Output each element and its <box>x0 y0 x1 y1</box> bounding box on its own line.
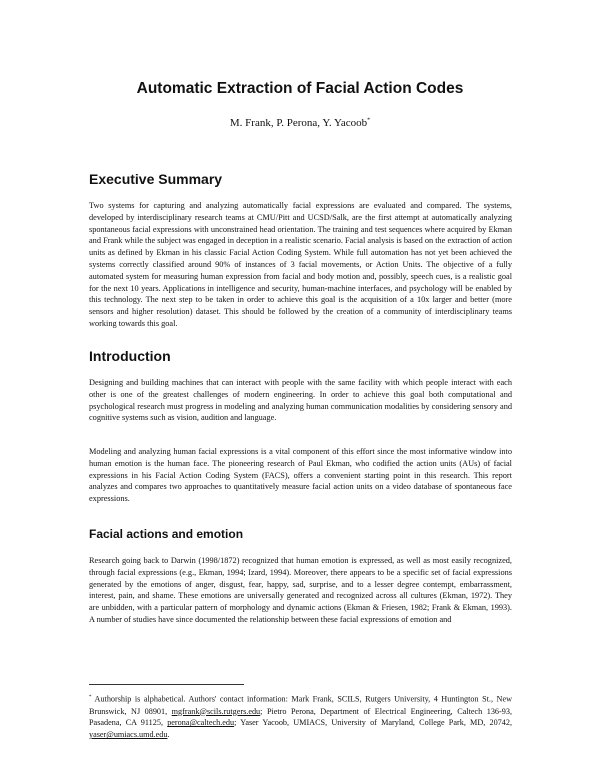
footnote-text-2: ; Pietro Perona, Department of Electrical Engineering, Caltech 136-93, Pasadena, CA 91125, <box>89 706 512 728</box>
author-line <box>0 117 600 129</box>
executive-summary-paragraph: Two systems for capturing and analyzing automatically facial expressions are evaluated and compared. The systems, developed by interdisciplinary research teams at CMU/Pitt and UCSD/Salk, are the first attempt at automatically analyzing spontaneous facial expressions with unconstrained head orientation. The training and test sequences where acquired by Ekman and Frank while the subject was engaged in deception in a realistic scenario. Facial analysis is based on the extraction of action units as defined by Ekman in his classic Facial Action Coding System. While full automation has not yet been achieved the systems correctly classified around 90% of instances of 3 facial movements, or Action Units. The objective of a fully automated system for measuring human expression from facial and body motion and, possibly, speech cues, is a realistic goal for the next 10 years. Applications in intelligence and security, human-machine interfaces, and psychology will be enabled by this technology. The next step to be taken in order to achieve this goal is the acquisition of a 10x larger and better (more sensors and higher resolution) dataset. This should be followed by the creation of a community of interdisciplinary teams working towards this goal. <box>89 201 512 328</box>
footnote <box>89 692 512 741</box>
footnote-mark: * <box>89 695 92 700</box>
email-link-perona[interactable]: perona@caltech.edu <box>167 718 235 728</box>
heading-facial-actions: Facial actions and emotion <box>89 527 244 541</box>
footnote-text-1: Authorship is alphabetical. Authors' contact information: Mark Frank, SCILS, Rutgers University, 4 Huntington St., New Brunswick, NJ 08901, <box>89 694 512 716</box>
footnote-separator <box>89 684 244 685</box>
footnote-text-4: . <box>167 730 170 740</box>
footnote-text-3: ; Yaser Yacoob, UMIACS, University of Maryland, College Park, MD, 20742, <box>234 718 512 728</box>
email-link-frank[interactable]: mgfrank@scils.rutgers.edu <box>171 706 261 716</box>
author-names: M. Frank, P. Perona, Y. Yacoob <box>229 117 368 129</box>
heading-executive-summary: Executive Summary <box>89 171 223 187</box>
email-link-yacoob[interactable]: yaser@umiacs.umd.edu <box>89 730 168 740</box>
paper-title: Automatic Extraction of Facial Action Codes <box>136 80 464 97</box>
author-footnote-mark: * <box>367 117 371 124</box>
facial-actions-paragraph: Research going back to Darwin (1998/1872) recognized that human emotion is expressed, as well as most easily recognized, through facial expressions (e.g., Ekman, 1994; Izard, 1994). Moreover, there appears to be a specific set of facial expressions generated by the emotions of anger, disgust, fear, happy, sad, surprise, and to a lesser degree contempt, embarrassment, interest, pain, and shame. These emotions are universally generated and recognized across all cultures (Ekman, 1972). They are unbidden, with a particular pattern of morphology and dynamic actions (Ekman & Friesen, 1982; Frank & Ekman, 1993). A number of studies have since documented the relationship between these facial expressions of emotion and <box>89 556 512 624</box>
introduction-paragraph-2: Modeling and analyzing human facial expressions is a vital component of this effort since the most informative window into human emotion is the human face. The pioneering research of Paul Ekman, who codified the action units (AUs) of facial expressions in his Facial Action Coding System (FACS), offers a convenient starting point in this research. This report analyzes and compares two approaches to quantitatively measure facial action units on a video database of spontaneous face expressions. <box>89 447 512 504</box>
introduction-paragraph-1: Designing and building machines that can interact with people with the same facility with which people interact with each other is one of the greatest challenges of modern engineering. In order to achieve this goal both computational and psychological research must progress in modeling and analyzing human communication modalities by considering sensory and cognitive systems such as vision, audition and language. <box>89 378 512 423</box>
heading-introduction: Introduction <box>89 348 171 364</box>
